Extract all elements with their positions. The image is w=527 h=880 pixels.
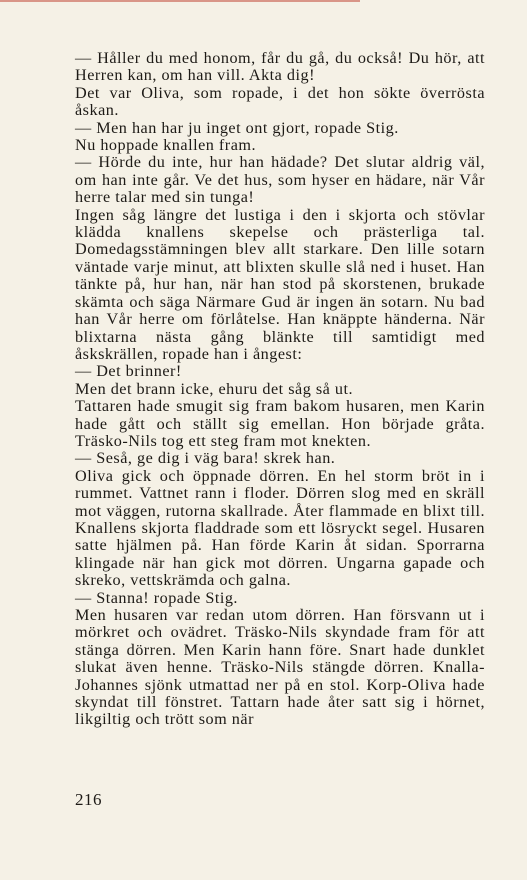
- paragraph: — Håller du med honom, får du gå, du också! Du hör, att Herren kan, om han vill. Akta dig!: [75, 49, 485, 85]
- top-edge-mark: [0, 0, 360, 2]
- body-text: [75, 50, 485, 729]
- page-number: 216: [75, 790, 102, 809]
- paragraph: Men det brann icke, ehuru det såg så ut.: [75, 379, 354, 398]
- paragraph: — Men han har ju inget ont gjort, ropade Stig.: [75, 118, 399, 137]
- paragraph: Men husaren var redan utom dörren. Han försvann ut i mörkret och ovädret. Träsko-Nils skyndade fram för att stänga dörren. Men Karin hann före. Snart hade dunklet slukat även henne. Träsko-Nils stängde dörren. Knalla-Johannes sjönk utmattad ner på en stol. Korp-Oliva hade skyndat till fönstret. Tattarn hade åter satt sig i hörnet, likgiltig och trött som när: [75, 606, 485, 729]
- paragraph: — Seså, ge dig i väg bara! skrek han.: [75, 449, 336, 468]
- paragraph: Tattaren hade smugit sig fram bakom husaren, men Karin hade gått och ställt sig emellan. Hon började gråta. Träsko-Nils tog ett steg fram mot knekten.: [75, 397, 485, 450]
- paragraph: Det var Oliva, som ropade, i det hon sökte överrösta åskan.: [75, 83, 485, 120]
- paragraph: — Det brinner!: [75, 362, 182, 381]
- paragraph: Oliva gick och öppnade dörren. En hel storm bröt in i rummet. Vattnet rann i floder. Dörren slog med en skräll mot väggen, rutorna skallrade. Åter flammade en blixt till. Knallens skjorta fladdrade som ett lösryckt segel. Husaren satte hjälmen på. Han förde Karin åt sidan. Sporrarna klingade när han gick mot dörren. Ungarna gapade och skreko, vettskrämda och galna.: [75, 466, 485, 590]
- paragraph: — Hörde du inte, hur han hädade? Det slutar aldrig väl, om han inte går. Ve det hus, som hyser en hädare, när Vår herre talar med sin tunga!: [75, 153, 485, 207]
- paragraph: — Stanna! ropade Stig.: [75, 588, 238, 607]
- paragraph: Nu hoppade knallen fram.: [75, 136, 257, 155]
- paragraph: Ingen såg längre det lustiga i den i skjorta och stövlar klädda knallens skepelse och prästerliga tal. Domedagsstämningen blev allt starkare. Den lille sotarn väntade varje minut, att blixten skulle slå ned i huset. Han tänkte på, hur han, när han stod på skorstenen, brukade skämta och säga Närmare Gud är ingen än sotarn. Nu bad han Vår herre om förlåtelse. Han knäppte händerna. När blixtarna nästa gång blänkte till samtidigt med åskskrällen, ropade han i ångest:: [75, 205, 485, 363]
